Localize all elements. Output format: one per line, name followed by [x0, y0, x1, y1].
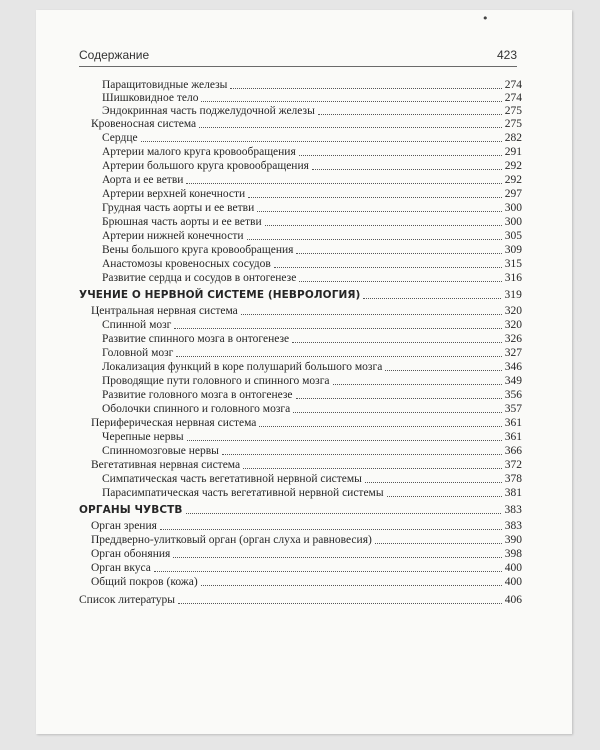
- toc-section-heading[interactable]: УЧЕНИЕ О НЕРВНОЙ СИСТЕМЕ (НЕВРОЛОГИЯ) 319: [79, 289, 522, 301]
- toc-entry[interactable]: Орган зрения 383: [91, 520, 522, 532]
- toc-entry[interactable]: Орган вкуса 400: [91, 562, 522, 574]
- toc-entry[interactable]: Спинномозговые нервы 366: [102, 445, 522, 457]
- toc-entry[interactable]: Брюшная часть аорты и ее ветви 300: [102, 216, 522, 228]
- toc-entry[interactable]: Симпатическая часть вегетативной нервной системы 378: [102, 473, 522, 485]
- toc-entry[interactable]: Эндокринная часть поджелудочной железы 275: [102, 105, 522, 117]
- toc-entry[interactable]: Вены большого круга кровообращения 309: [102, 244, 522, 256]
- page-title: Содержание: [79, 48, 150, 62]
- toc-section-heading[interactable]: ОРГАНЫ ЧУВСТВ 383: [79, 504, 522, 516]
- toc-entry[interactable]: Вегетативная нервная система 372: [91, 459, 522, 471]
- toc-entry[interactable]: Спинной мозг 320: [102, 319, 522, 331]
- toc-entry[interactable]: Список литературы 406: [79, 594, 522, 606]
- table-of-contents: [36, 10, 572, 734]
- toc-entry[interactable]: Артерии малого круга кровообращения 291: [102, 146, 522, 158]
- toc-entry[interactable]: Черепные нервы 361: [102, 431, 522, 443]
- toc-entry[interactable]: Локализация функций в коре полушарий большого мозга 346: [102, 361, 522, 373]
- toc-entry[interactable]: Артерии верхней конечности 297: [102, 188, 522, 200]
- toc-entry[interactable]: Проводящие пути головного и спинного мозга 349: [102, 375, 522, 387]
- toc-entry[interactable]: Орган обоняния 398: [91, 548, 522, 560]
- toc-entry[interactable]: Артерии большого круга кровообращения 292: [102, 160, 522, 172]
- book-page: [36, 10, 572, 734]
- toc-entry[interactable]: Артерии нижней конечности 305: [102, 230, 522, 242]
- toc-entry[interactable]: Грудная часть аорты и ее ветви 300: [102, 202, 522, 214]
- toc-entry[interactable]: Развитие спинного мозга в онтогенезе 326: [102, 333, 522, 345]
- toc-entry[interactable]: Оболочки спинного и головного мозга 357: [102, 403, 522, 415]
- toc-entry[interactable]: Развитие головного мозга в онтогенезе 356: [102, 389, 522, 401]
- page-number: 423: [496, 48, 517, 62]
- toc-entry[interactable]: Аорта и ее ветви 292: [102, 174, 522, 186]
- toc-entry[interactable]: Преддверно-улитковый орган (орган слуха и равновесия) 390: [91, 534, 522, 546]
- toc-entry[interactable]: Развитие сердца и сосудов в онтогенезе 316: [102, 272, 522, 284]
- corner-mark: •: [482, 12, 489, 25]
- toc-entry[interactable]: Паращитовидные железы 274: [102, 79, 522, 91]
- toc-entry[interactable]: Головной мозг 327: [102, 347, 522, 359]
- toc-entry[interactable]: Центральная нервная система 320: [91, 305, 522, 317]
- toc-entry[interactable]: Кровеносная система 275: [91, 118, 522, 130]
- toc-entry[interactable]: Шишковидное тело 274: [102, 92, 522, 104]
- toc-entry[interactable]: Периферическая нервная система 361: [91, 417, 522, 429]
- toc-entry[interactable]: Сердце 282: [102, 132, 522, 144]
- toc-entry[interactable]: Парасимпатическая часть вегетативной нервной системы 381: [102, 487, 522, 499]
- toc-entry[interactable]: Общий покров (кожа) 400: [91, 576, 522, 588]
- toc-entry[interactable]: Анастомозы кровеносных сосудов 315: [102, 258, 522, 270]
